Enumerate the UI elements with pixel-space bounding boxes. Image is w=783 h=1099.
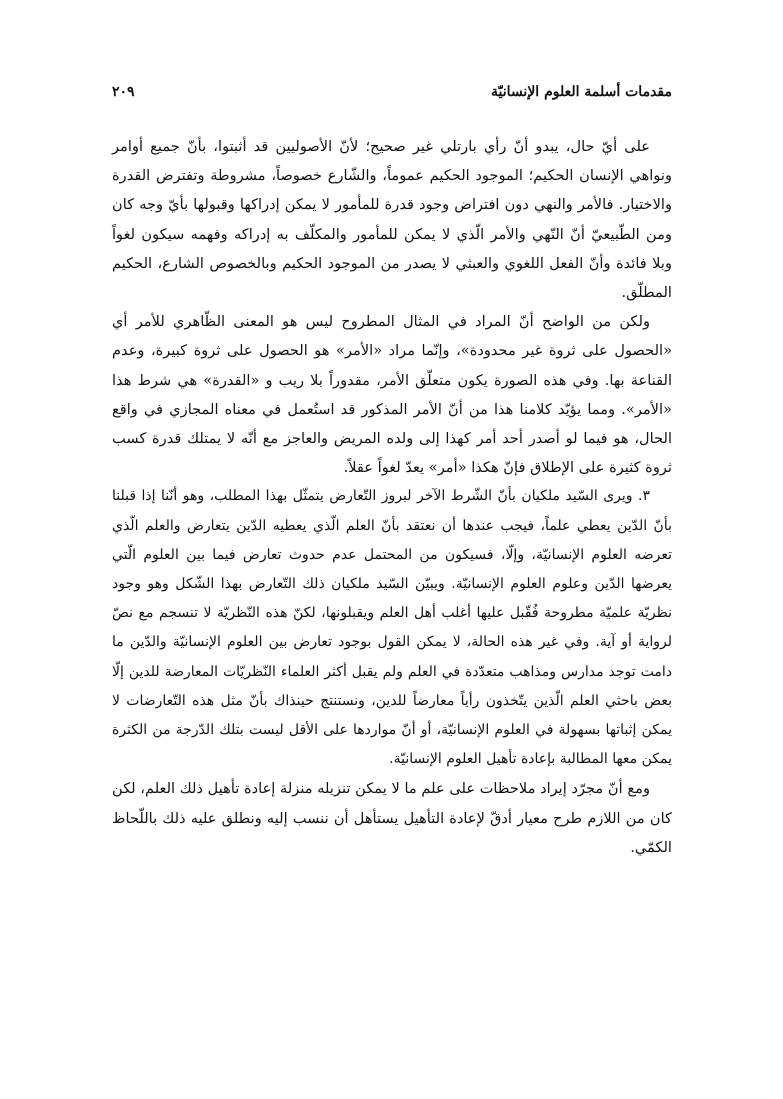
paragraph: ولكن من الواضح أنّ المراد في المثال المطروح ليس هو المعنى الظّاهري للأمر أي «الحصول على ثروة غير محدودة»، وإنّما مراد «الأمر» هو الحصول على ثروة كبيرة، وعدم القناعة بها. وفي هذه الصورة يكون متعلّق الأمر، مقدوراً بلا ريب و «القدرة» هي شرط هذا «الأمر». ومما يؤيّد كلامنا هذا من أنّ الأمر المذكور قد استُعمل في معناه المجازي في واقع الحال، هو فيما لو أصدر أحد أمر كهذا إلى ولده المريض والعاجز مع أنّه لا يمتلك قدرة كسب ثروة كثيرة على الإطلاق فإنّ هكذا «أمر» يعدّ لغواً عقلاً. — [112, 313, 672, 477]
page-header — [112, 84, 672, 108]
paragraph: ومع أنّ مجرّد إيراد ملاحظات على علم ما لا يمكن تنزيله منزلة إعادة تأهيل ذلك العلم، لكن كان من اللازم طرح معيار أدقّ لإعادة التأهيل يستأهل أن ننسب إليه ونطلق عليه ذلك باللّحاظ الكمّي. — [112, 780, 672, 856]
paragraph: على أيّ حال، يبدو أنّ رأي بارتلي غير صحيح؛ لأنّ الأصوليين قد أثبتوا، بأنّ جميع أوامر ونواهي الإنسان الحكيم؛ الموجود الحكيم عموماً، والشّارع خصوصاً، مشروطة وتفترض القدرة والاختيار. فالأمر والنهي دون افتراض وجود قدرة للمأمور لا يمكن إدراكها وقبولها بأيّ وجه كان ومن الطّبيعيّ أنّ النّهي والأمر الّذي لا يمكن للمأمور والمكلّف به إدراكه وفهمه سيكون لغواً وبلا فائدة وأنّ الفعل اللغوي والعبثي لا يصدر من الموجود الحكيم وبالخصوص الشارع، الحكيم المطلّق. — [112, 138, 672, 302]
running-title: مقدمات أسلمة العلوم الإنسانيّة — [491, 84, 672, 100]
page-number: ٢٠٩ — [112, 84, 135, 100]
paragraph: ٣. ويرى السّيد ملكيان بأنّ الشّرط الآخر لبروز التّعارض يتمثّل بهذا المطلب، وهو أنّنا إذا قبلنا بأنّ الدّين يعطي علماً، فيجب عندها أن نعتقد بأنّ العلم الّذي يعطيه الدّين يتعارض والعلم الّذي تعرضه العلوم الإنسانيّة، وإلّا، فسيكون من المحتمل عدم حدوث تعارض فيما بين العلوم الّتي يعرضها الدّين وعلوم العلوم الإنسانيّة. ويبيّن السّيد ملكيان ذلك التّعارض بهذا الشّكل وهو وجود نظريّة علميّة مطروحة فُقّبل عليها أغلب أهل العلم ويقبلونها، لكنّ هذه النّظريّة لا تنسجم مع نصّ لرواية أو آية. وفي غير هذه الحالة، لا يمكن القول بوجود تعارض بين العلوم الإنسانيّة والدّين ما دامت توجد مدارس ومذاهب متعدّدة في العلم ولم يقبل أكثر العلماء النّظريّات المعارضة للدين إلّا بعض باحثي العلم الّذين يتّخذون رأياً معارضاً للدين، ونستنتج حينذاك بأنّ مثل هذه التّعارضات لا يمكن إثباتها بسهولة في العلوم الإنسانيّة، أو أنّ مواردها على الأقل ليست بتلك الدّرجة من الكثرة يمكن معها المطالبة بإعادة تأهيل العلوم الإنسانيّة. — [112, 488, 672, 768]
body-text — [112, 132, 672, 862]
